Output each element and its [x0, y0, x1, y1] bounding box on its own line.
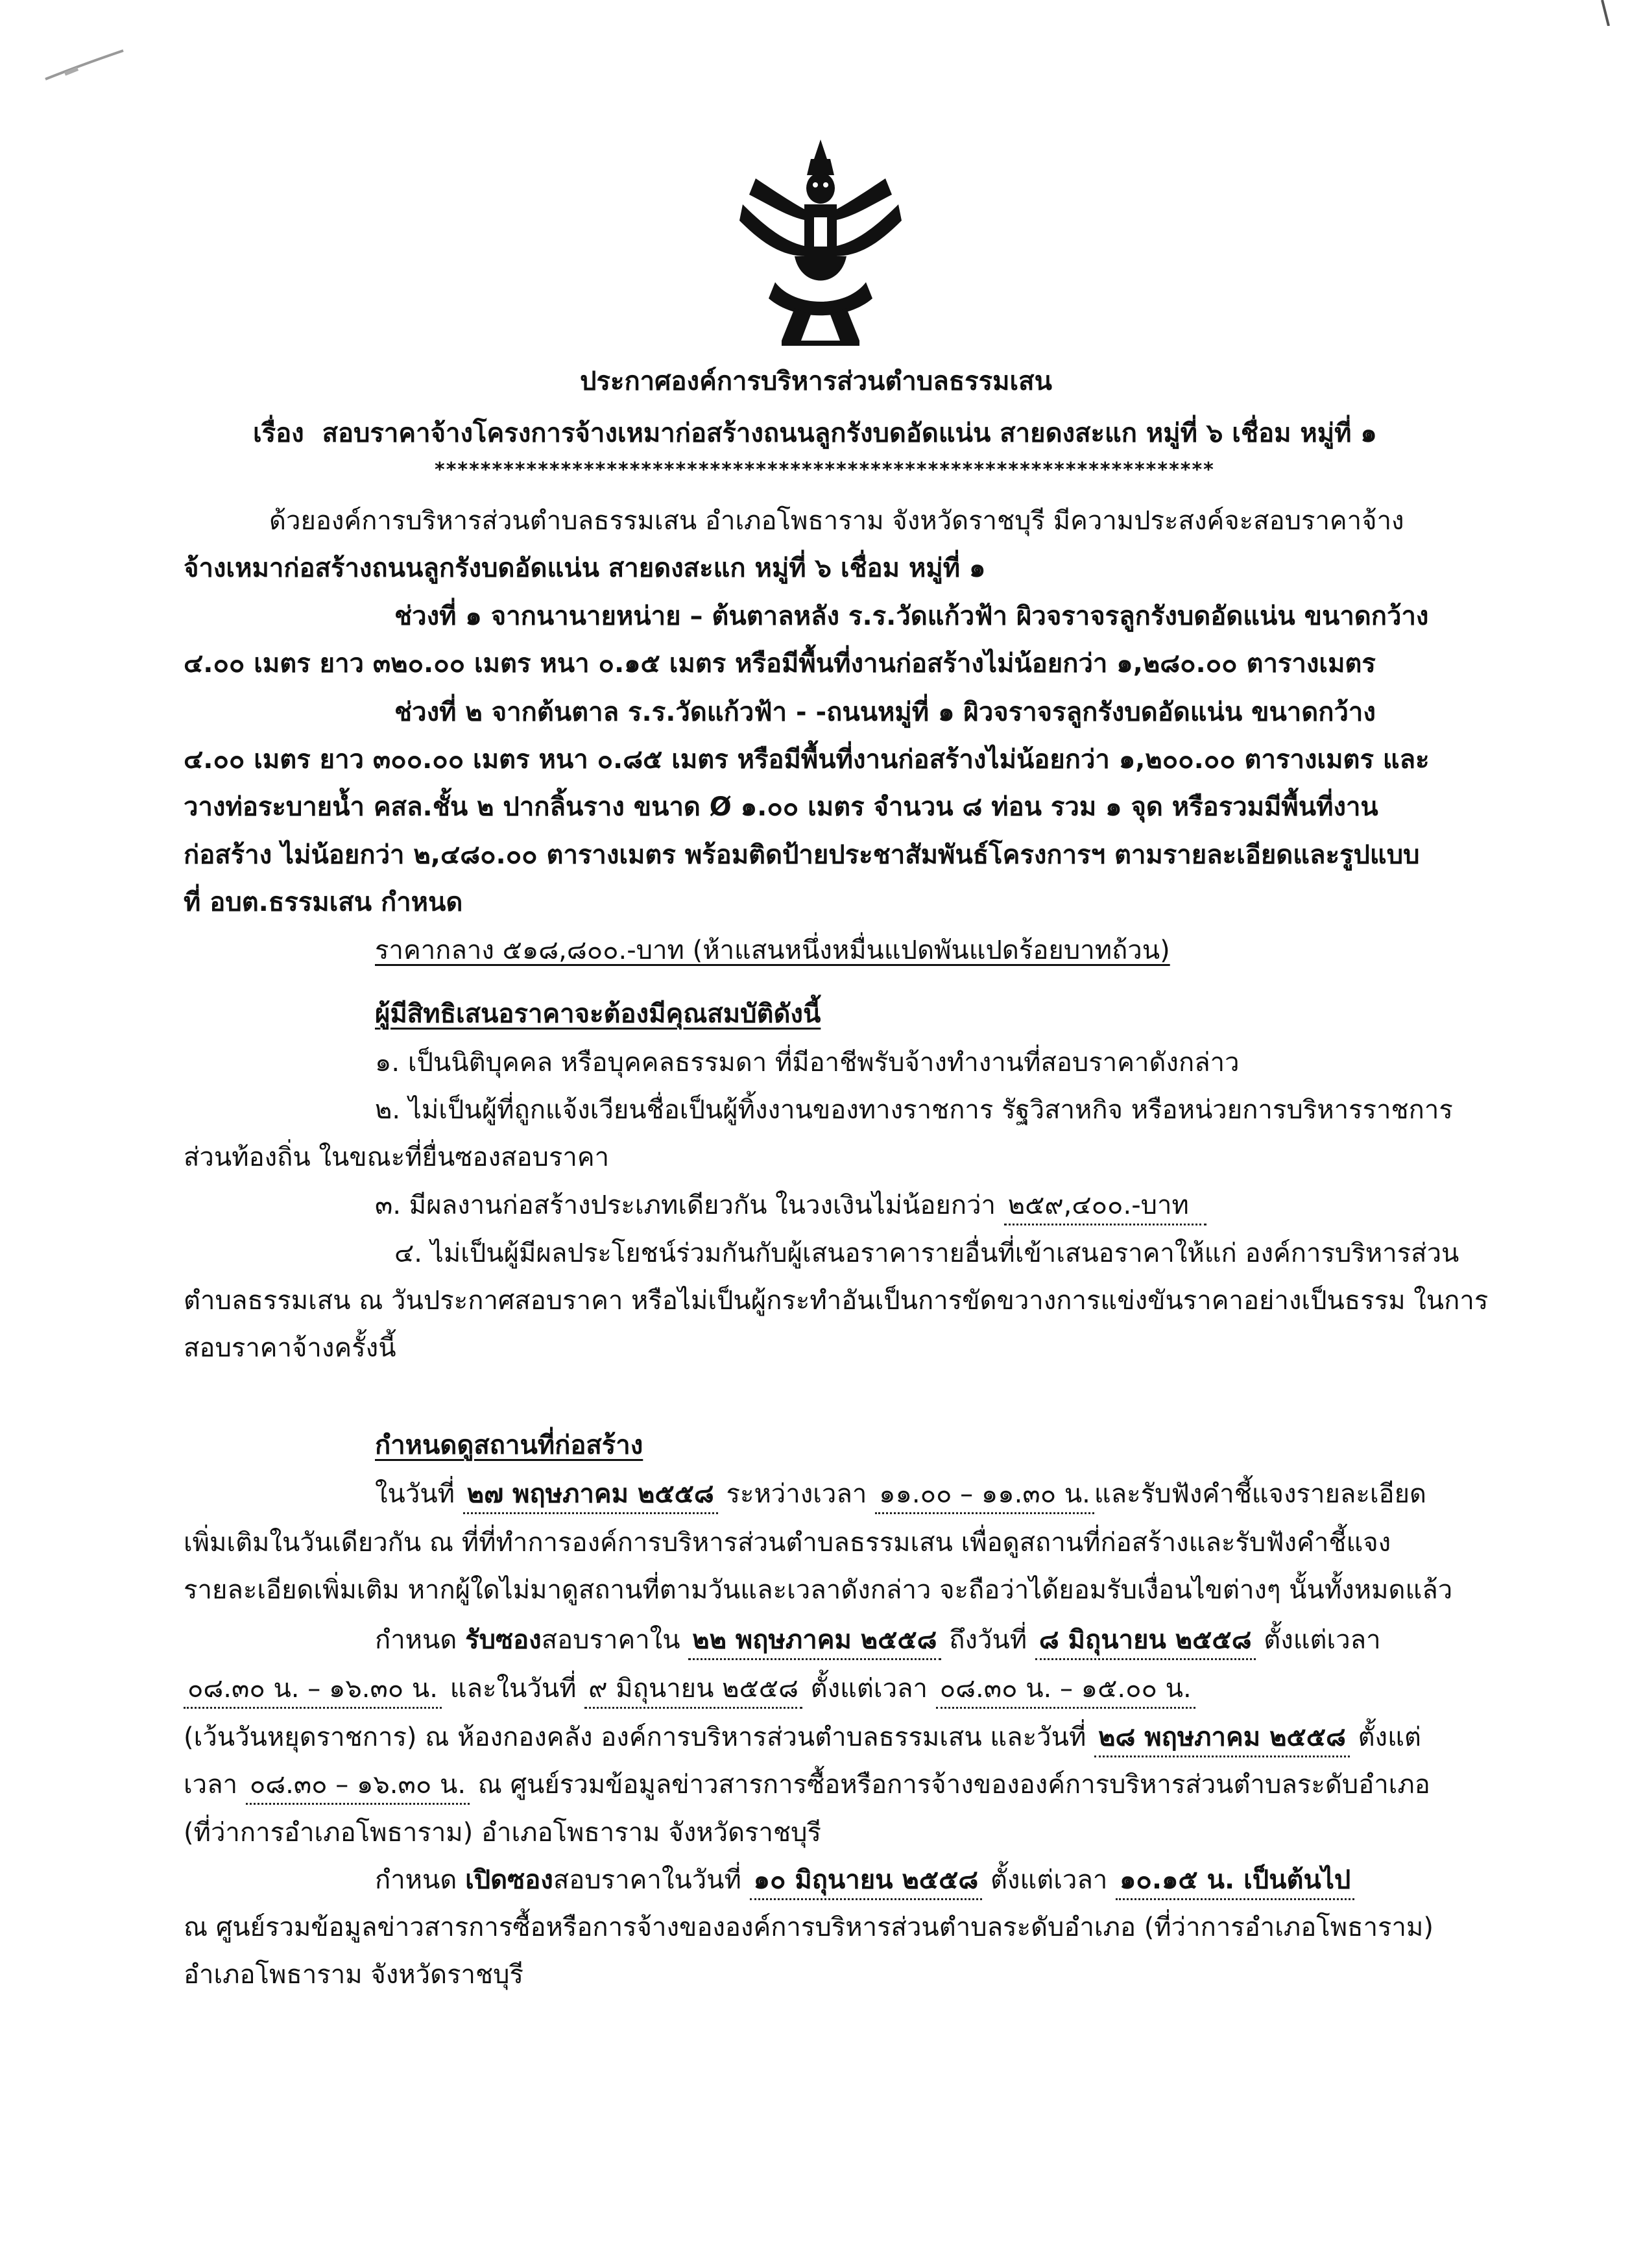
bid-receive-district-time-field: ๐๘.๓๐ – ๑๖.๓๐ น.: [246, 1767, 470, 1805]
bid-receive-line-1: [375, 1622, 1614, 1660]
bid-open-line-3: อำเภอโพธาราม จังหวัดราชบุรี: [184, 1960, 524, 1990]
garuda-emblem-icon: [717, 133, 924, 354]
bid-receive-time-field-2: ๐๘.๓๐ น. – ๑๕.๐๐ น.: [936, 1671, 1195, 1709]
bid-receive-location-text: (เว้นวันหยุดราชการ) ณ ห้องกองคลัง องค์การบริหารส่วนตำบลธรรมเสน และวันที่: [184, 1722, 1086, 1752]
announcement-title: ประกาศองค์การบริหารส่วนตำบลธรรมเสน: [580, 367, 1052, 396]
site-visit-prefix: ในวันที่: [375, 1479, 455, 1509]
qualification-item-4-line-1: ๔. ไม่เป็นผู้มีผลประโยชน์ร่วมกันกับผู้เสนอราคารายอื่นที่เข้าเสนอราคาให้แก่ องค์การบริหารส่วน: [394, 1238, 1459, 1268]
bid-receive-bold: รับซอง: [465, 1625, 542, 1655]
bid-receive-text: สอบราคาใน: [541, 1625, 680, 1655]
qualification-item-2-line-1: ๒. ไม่เป็นผู้ที่ถูกแจ้งเวียนชื่อเป็นผู้ทิ้งงานของทางราชการ รัฐวิสาหกิจ หรือหน่วยการบริหารราชการ: [375, 1095, 1453, 1125]
bid-open-time-field: ๑๐.๑๕ น. เป็นต้นไป: [1116, 1862, 1354, 1900]
bid-receive-start-date-field: ๒๒ พฤษภาคม ๒๕๕๘: [688, 1622, 941, 1660]
announcement-subject: [253, 415, 1615, 452]
section2-line-5: ที่ อบต.ธรรมเสน กำหนด: [184, 887, 463, 917]
bid-receive-district-date-field: ๒๘ พฤษภาคม ๒๕๕๘: [1094, 1719, 1350, 1757]
bid-receive-extra-date-field: ๙ มิถุนายน ๒๕๕๘: [584, 1671, 802, 1709]
bid-receive-prefix: กำหนด: [375, 1625, 457, 1655]
site-visit-heading: กำหนดดูสถานที่ก่อสร้าง: [375, 1430, 643, 1460]
section2-line-2: ๔.๐๐ เมตร ยาว ๓๐๐.๐๐ เมตร หนา ๐.๘๕ เมตร หรือมีพื้นที่งานก่อสร้างไม่น้อยกว่า ๑,๒๐๐.๐๐ ตารางเมตร และ: [184, 745, 1430, 775]
bid-open-text: สอบราคาในวันที่: [553, 1865, 741, 1895]
bid-receive-time-label: ตั้งแต่เวลา: [1264, 1625, 1381, 1655]
subject-text: สอบราคาจ้างโครงการจ้างเหมาก่อสร้างถนนลูกรังบดอัดแน่น สายดงสะแก หมู่ที่ ๖ เชื่อม หมู่ที่ ๑: [322, 418, 1377, 448]
intro-line-2: จ้างเหมาก่อสร้างถนนลูกรังบดอัดแน่น สายดงสะแก หมู่ที่ ๖ เชื่อม หมู่ที่ ๑: [184, 553, 986, 583]
qualifications-heading: ผู้มีสิทธิเสนอราคาจะต้องมีคุณสมบัติดังนี้: [375, 999, 821, 1029]
bid-receive-line-2: [184, 1671, 1611, 1709]
pen-mark: [39, 45, 130, 84]
bid-receive-time-field-1: ๐๘.๓๐ น. – ๑๖.๓๐ น.: [184, 1671, 442, 1709]
bid-receive-line-5: (ที่ว่าการอำเภอโพธาราม) อำเภอโพธาราม จังหวัดราชบุรี: [184, 1818, 822, 1848]
site-visit-suffix: และรับฟังคำชี้แจงรายละเอียด: [1094, 1479, 1426, 1509]
bid-receive-and-day-label: และในวันที่: [450, 1674, 577, 1704]
section2-line-1: ช่วงที่ ๒ จากต้นตาล ร.ร.วัดแก้วฟ้า - -ถนนหมู่ที่ ๑ ผิวจราจรลูกรังบดอัดแน่น ขนาดกว้าง: [394, 697, 1376, 727]
qualification-item-4-line-2: ตำบลธรรมเสน ณ วันประกาศสอบราคา หรือไม่เป็นผู้กระทำอันเป็นการขัดขวางการแข่งขันราคาอย่างเป็นธรรม ในการ: [184, 1286, 1489, 1316]
separator-line: ********************************************************************: [435, 459, 1215, 481]
bid-open-line-1: [375, 1862, 1614, 1900]
bid-receive-until-label: ถึงวันที่: [949, 1625, 1027, 1655]
site-visit-time-label: ระหว่างเวลา: [726, 1479, 867, 1509]
median-price: ราคากลาง ๕๑๘,๘๐๐.-บาท (ห้าแสนหนึ่งหมื่นแปดพันแปดร้อยบาทถ้วน): [375, 935, 1170, 965]
section2-line-3: วางท่อระบายน้ำ คสล.ชั้น ๒ ปากลิ้นราง ขนาด Ø ๑.๐๐ เมตร จำนวน ๘ ท่อน รวม ๑ จุด หรือรวมมีพื้นที่งาน: [184, 792, 1378, 822]
subject-label: เรื่อง: [253, 418, 304, 448]
section2-line-4: ก่อสร้าง ไม่น้อยกว่า ๒,๔๘๐.๐๐ ตารางเมตร พร้อมติดป้ายประชาสัมพันธ์โครงการฯ ตามรายละเอียดและรูปแบบ: [184, 840, 1420, 870]
section1-line-2: ๔.๐๐ เมตร ยาว ๓๒๐.๐๐ เมตร หนา ๐.๑๕ เมตร หรือมีพื้นที่งานก่อสร้างไม่น้อยกว่า ๑,๒๘๐.๐๐ ตารางเมตร: [184, 649, 1376, 679]
page-corner-mark: [1596, 0, 1632, 26]
site-visit-line-2: เพิ่มเติมในวันเดียวกัน ณ ที่ที่ทำการองค์การบริหารส่วนตำบลธรรมเสน เพื่อดูสถานที่ก่อสร้างและรับฟังคำชี้แจง: [184, 1528, 1391, 1558]
qualification-item-4-line-3: สอบราคาจ้างครั้งนี้: [184, 1333, 396, 1363]
bid-open-date-field: ๑๐ มิถุนายน ๒๕๕๘: [750, 1862, 983, 1900]
site-visit-line-3: รายละเอียดเพิ่มเติม หากผู้ใดไม่มาดูสถานที่ตามวันและเวลาดังกล่าว จะถือว่าได้ยอมรับเงื่อนไขต่างๆ นั้นทั้งหมดแล้ว: [184, 1575, 1453, 1605]
bid-open-time-label: ตั้งแต่เวลา: [990, 1865, 1108, 1895]
site-visit-time-field: ๑๑.๐๐ – ๑๑.๓๐ น.: [875, 1476, 1094, 1514]
qualification-item-3-text: ๓. มีผลงานก่อสร้างประเภทเดียวกัน ในวงเงินไม่น้อยกว่า: [375, 1190, 996, 1220]
bid-receive-end-date-field: ๘ มิถุนายน ๒๕๕๘: [1035, 1622, 1256, 1660]
qualification-item-2-line-2: ส่วนท้องถิ่น ในขณะที่ยื่นซองสอบราคา: [184, 1142, 610, 1172]
qualification-item-1: ๑. เป็นนิติบุคคล หรือบุคคลธรรมดา ที่มีอาชีพรับจ้างทำงานที่สอบราคาดังกล่าว: [375, 1048, 1240, 1078]
bid-open-line-2: ณ ศูนย์รวมข้อมูลข่าวสารการซื้อหรือการจ้างขององค์การบริหารส่วนตำบลระดับอำเภอ (ที่ว่าการอำเภอโพธาราม): [184, 1912, 1434, 1942]
bid-open-prefix: กำหนด: [375, 1865, 457, 1895]
qualification-item-3: [375, 1187, 1607, 1225]
intro-line-1: ด้วยองค์การบริหารส่วนตำบลธรรมเสน อำเภอโพธาราม จังหวัดราชบุรี มีความประสงค์จะสอบราคาจ้าง: [269, 506, 1404, 536]
bid-receive-time-prefix: เวลา: [184, 1770, 238, 1800]
bid-receive-district-text: ณ ศูนย์รวมข้อมูลข่าวสารการซื้อหรือการจ้างขององค์การบริหารส่วนตำบลระดับอำเภอ: [477, 1770, 1430, 1800]
bid-open-bold: เปิดซอง: [465, 1865, 553, 1895]
bid-receive-line-3: [184, 1719, 1611, 1757]
section1-line-1: ช่วงที่ ๑ จากนานายหน่าย – ต้นตาลหลัง ร.ร.วัดแก้วฟ้า ผิวจราจรลูกรังบดอัดแน่น ขนาดกว้าง: [394, 601, 1429, 631]
bid-receive-from-label: ตั้งแต่เวลา: [810, 1674, 928, 1704]
bid-receive-line-4: [184, 1767, 1611, 1805]
site-visit-date-field: ๒๗ พฤษภาคม ๒๕๕๘: [463, 1476, 718, 1514]
bid-receive-since-label: ตั้งแต่: [1358, 1722, 1421, 1752]
min-work-amount-field: ๒๕๙,๔๐๐.-บาท: [1004, 1187, 1206, 1225]
site-visit-line-1: [375, 1476, 1607, 1514]
